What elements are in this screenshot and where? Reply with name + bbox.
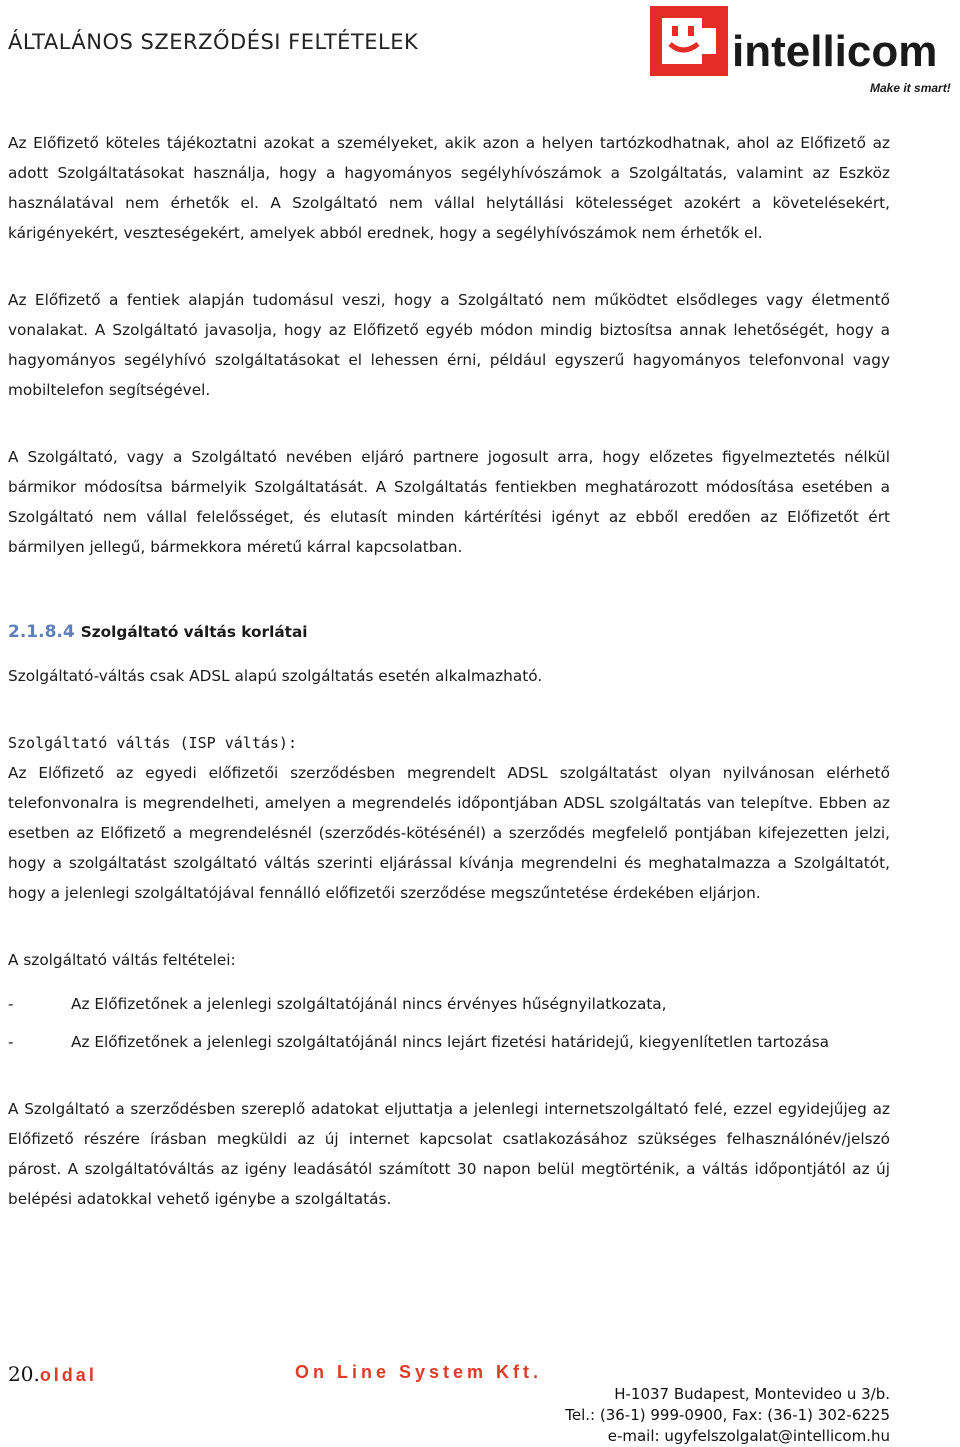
bullet-dash: -: [8, 1033, 14, 1051]
condition-item: Az Előfizetőnek a jelenlegi szolgáltatójánál nincs lejárt fizetési határidejű, kiegyenlítetlen tartozása: [71, 1033, 830, 1051]
section-intro: Szolgáltató-váltás csak ADSL alapú szolgáltatás esetén alkalmazható.: [8, 667, 543, 685]
section-number: 2.1.8.4: [8, 622, 75, 642]
address-line: H-1037 Budapest, Montevideo u 3/b.: [614, 1385, 890, 1403]
section-title: Szolgáltató váltás korlátai: [80, 623, 308, 641]
list-item: [8, 1027, 890, 1057]
page-number: [8, 1362, 97, 1386]
section-heading: [8, 617, 890, 647]
isp-paragraph: Az Előfizető az egyedi előfizetői szerződésben megrendelt ADSL szolgáltatást olyan nyilvánosan elérhető telefonvonalra is megrendelheti, amelyen a megrendelés időpontjában ADSL szolgáltatás van telepítve. Ebben az esetben az Előfizető a megrendelésnél (szerződés-kötésénél) a szerződés megfelelő pontjában kifejezetten jelzi, hogy a szolgáltatást szolgáltató váltás szerinti eljárással kívánja megrendelni és meghatalmazza a Szolgáltatót, hogy a jelenlegi szolgáltatójával fennálló előfizetői szerződése megszűntetése érdekében eljárjon.: [8, 764, 890, 902]
bullet-dash: -: [8, 995, 14, 1013]
list-item: [8, 989, 890, 1019]
email-line: e-mail: ugyfelszolgalat@intellicom.hu: [607, 1427, 890, 1445]
document-title: ÁLTALÁNOS SZERZŐDÉSI FELTÉTELEK: [8, 30, 419, 54]
conditions-heading: A szolgáltató váltás feltételei:: [8, 951, 236, 969]
paragraph-service-modification: A Szolgáltató, vagy a Szolgáltató nevében eljáró partnere jogosult arra, hogy előzetes figyelmeztetés nélkül bármikor módosítsa bármelyik Szolgáltatását. A Szolgáltatás fentiekben meghatározott módosítása esetében a Szolgáltató nem vállal felelősséget, és elutasít minden kártérítési igényt az ebből eredően az Előfizetőt ért bármilyen jellegű, bármekkora méretű kárral kapcsolatban.: [8, 448, 890, 556]
paragraph-emergency-calls: Az Előfizető köteles tájékoztatni azokat a személyeket, akik azon a helyen tartózkodhatnak, ahol az Előfizető az adott Szolgáltatásokat használja, hogy a hagyományos segélyhívószámok a Szolgáltatás, valamint az Eszköz használatával nem érhetők el. A Szolgáltató nem vállal helytállási kötelességet azokért a követelésekért, kárigényekért, veszteségekért, amelyek abból erednek, hogy a segélyhívószámok nem érhetők el.: [8, 134, 890, 242]
closing-paragraph: A Szolgáltató a szerződésben szereplő adatokat eljuttatja a jelenlegi internetszolgáltató felé, ezzel egyidejűjeg az Előfizető részére írásban megküldi az új internet kapcsolat csatlakozásához szükséges felhasználónév/jelszó párost. A szolgáltatóváltás az igény leadásától számított 30 napon belül megtörténik, a váltás időpontjától az új belépési adatokkal vehető igénybe a szolgáltatás.: [8, 1100, 890, 1208]
page-number-value: 20.: [8, 1362, 40, 1386]
intellicom-logo: [648, 4, 960, 96]
document-body: [8, 128, 890, 1214]
phone-fax-line: Tel.: (36-1) 999-0900, Fax: (36-1) 302-6225: [565, 1406, 890, 1424]
company-name: On Line System Kft.: [295, 1362, 543, 1382]
logo-wordmark: intellicom: [732, 27, 938, 76]
page-word: oldal: [39, 1365, 97, 1385]
logo-eye-left: [672, 26, 678, 36]
contact-block: [565, 1384, 890, 1447]
logo-white-block: [662, 18, 702, 64]
logo-eye-right: [688, 26, 694, 36]
isp-heading: Szolgáltató váltás (ISP váltás):: [8, 734, 297, 752]
logo-tagline: Make it smart!: [870, 81, 951, 95]
paragraph-lifeline: Az Előfizető a fentiek alapján tudomásul veszi, hogy a Szolgáltató nem működtet elsődleges vagy életmentő vonalakat. A Szolgáltató javasolja, hogy az Előfizető egyéb módon mindig biztosítsa annak lehetőségét, hogy a hagyományos segélyhívó szolgáltatásokat el lehessen érni, például egyszerű hagyományos telefonvonal vagy mobiltelefon segítségével.: [8, 291, 890, 399]
condition-item: Az Előfizetőnek a jelenlegi szolgáltatójánál nincs érvényes hűségnyilatkozata,: [71, 995, 667, 1013]
